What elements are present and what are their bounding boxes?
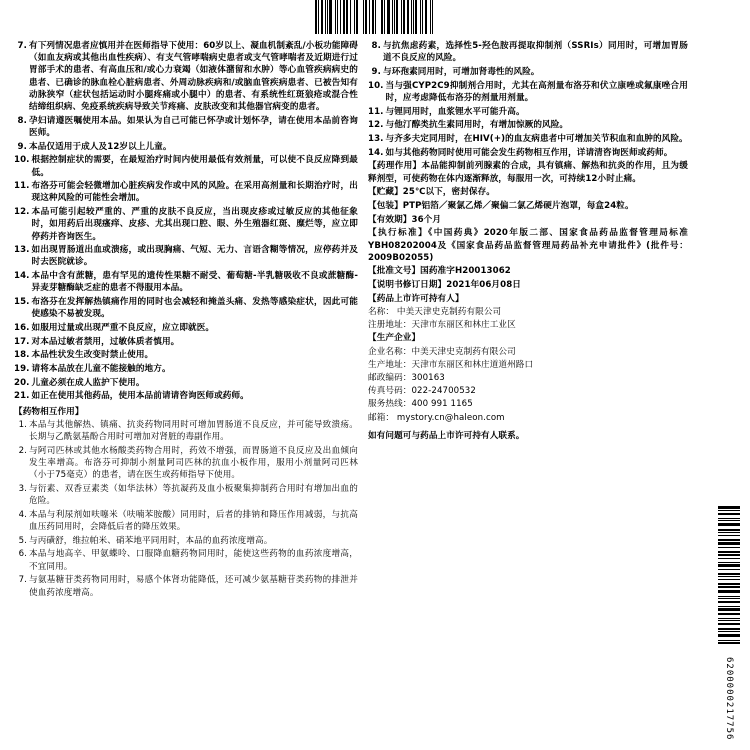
manufacturer-name: 企业名称：中美天津史克制药有限公司 [368,346,516,357]
mah-name: 名称： 中美天津史克制药有限公司 [368,307,502,318]
email-address: 邮箱： mystory.cn@haleon.com [368,412,505,423]
list-item: 6. 本品与地高辛、甲氨蝶呤、口服降血糖药物同用时，能使这些药物的血药浓度增高，不宜同用。 [18,549,358,572]
list-item: 2. 与阿司匹林或其他水杨酸类药物合用时，药效不增强，而胃肠道不良反应及出血倾向发生率增高。布洛芬可抑制小剂量阿司匹林的抗血小板作用，服用小剂量阿司匹林（小于75毫克）的患者，请在医生或药师指导下使用。 [18,445,358,481]
list-item: 10. 根据控制症状的需要，在最短治疗时间内使用最低有效剂量，可以使不良反应降到最低。 [14,155,358,178]
list-item: 7. 与氨基糖苷类药物同用时，易感个体肾功能降低，还可减少氨基糖苷类药物的排泄并使血药浓度增高。 [18,575,358,598]
service-hotline: 服务热线：400 991 1165 [368,399,473,410]
list-item: 5. 与丙磺舒，维拉帕米、硝苯地平同用时，本品的血药浓度增高。 [18,535,273,546]
section-shelf-life [368,214,688,226]
list-item: 20. 儿童必须在成人监护下使用。 [14,377,145,388]
list-item: 11. 与锂同用时，血浆锂水平可能升高。 [368,106,525,117]
section-label: 【有效期】 [368,214,412,225]
list-item: 18. 本品性状发生改变时禁止使用。 [14,350,154,361]
list-item: 19. 请将本品放在儿童不能接触的地方。 [14,364,171,375]
list-item: 16. 如服用过量或出现严重不良反应，应立即就医。 [14,322,215,333]
two-column-body [0,40,750,600]
right-column [368,40,688,600]
section-packaging [368,200,688,212]
section-pharmacology [368,160,688,184]
drug-interaction-title: 【药物相互作用】 [14,406,84,417]
fax-number: 传真号码：022-24700532 [368,386,476,397]
section-label: 【说明书修订日期】 [368,280,447,291]
list-item: 7. 有下列情况患者应慎用并在医师指导下使用：60岁以上、凝血机制紊乱/小板功能障碍（如血友病或其他出血性疾病）、有支气管哮喘病史患者或支气管哮喘者及近期进行过胃部手术的患者、有高血压和/或心力衰竭（如液体潴留和水肿）等心血管疾病病史的患者、已确诊的脉血栓心脏病患者、外周动脉疾病和/或脑血管疾病患者、已被告知有动脉狭窄（症状包括运动时小腿疼痛或小腿中）的患者、有系统性红斑狼疮或混合性结缔组织病、免疫系统疾病导致关节疼痛、皮肤改变和其他器官病变的患者。 [17,41,358,113]
list-item: 21. 如正在使用其他药品，使用本品前请请咨询医师或药师。 [14,391,249,402]
list-item: 8. 孕妇请遵医嘱使用本品。如果认为自己可能已怀孕或计划怀孕，请在使用本品前咨询医师。 [17,115,358,138]
section-storage [368,186,688,198]
section-revision-date [368,279,688,291]
section-label: 【执行标准】 [368,228,428,239]
interaction-list-continued [368,40,688,159]
section-text: 国药准字H20013062 [420,266,511,277]
list-item: 14. 本品中含有蔗糖，患有罕见的遗传性果糖不耐受、葡萄糖-半乳糖吸收不良或蔗糖酶-异麦芽糖酶缺乏症的患者不得服用本品。 [14,271,358,294]
interaction-list [14,419,358,599]
section-text: 25℃以下，密封保存。 [402,187,495,198]
list-item: 11. 布洛芬可能会轻微增加心脏疾病发作或中风的风险。在采用高剂量和长期治疗时，出现这种风险的可能性会增加。 [14,181,358,204]
section-mah-title: 【药品上市许可持有人】 [368,293,464,304]
section-text: 《中国药典》2020年版二部、国家食品药品监督管理局标准YBH08202004及《国家食品药品监督管理局药品补充申请批件》(批件号：2009B02055) [368,228,688,263]
postal-code: 邮政编码：300163 [368,373,445,384]
list-item: 9. 与环孢素同用时，可增加肾毒性的风险。 [371,66,540,77]
list-item: 3. 与衍素、双香豆素类（如华法林）等抗凝药及血小板聚集抑制药合用时有增加出血的危险。 [18,483,358,507]
contact-footnote: 如有问题可与药品上市许可持有人联系。 [368,430,525,441]
list-item: 8. 与抗焦虑药素，选择性5-羟色胺再提取抑制剂（SSRIs）同用时，可增加胃肠道不良反应的风险。 [371,41,688,64]
list-item: 1. 本品与其他解热、镇痛、抗炎药物同用时可增加胃肠道不良反应，并可能导致溃疡。长期与乙酰氨基酚合用时可增加对肾脏的毒副作用。 [18,419,358,443]
list-item: 13. 如出现胃肠道出血或溃疡，或出现胸痛、气短、无力、言语含糊等情况，应停药并及时去医院就诊。 [14,245,358,268]
section-text: 2021年06月08日 [446,280,521,291]
section-manufacturer-title: 【生产企业】 [368,333,421,344]
section-label: 【批准文号】 [368,266,421,277]
barcode-number: 6200000217756 [724,656,734,740]
mah-address: 注册地址：天津市东丽区和林庄工业区 [368,320,516,331]
section-text: 本品能抑制前列腺素的合成，具有镇痛、解热和抗炎的作用，且为缓释剂型，可使药物在体内逐渐释放，每服用一次，可持续12小时止痛。 [368,161,688,184]
precautions-list [14,40,358,403]
section-label: 【贮藏】 [368,187,403,198]
top-barcode [315,0,435,34]
section-approval-number [368,265,688,277]
list-item: 14. 如与其他药物同时使用可能会发生药物相互作用，详请清咨询医师或药师。 [368,147,673,158]
list-item: 13. 与齐多夫定同用时，在HIV(+)的血友病患者中可增加关节积血和血肿的风险。 [368,133,688,144]
section-standard [368,227,688,264]
list-item: 12. 与他汀醇类抗生素同用时，有增加惊厥的风险。 [368,120,569,131]
list-item: 12. 本品可能引起较严重的、严重的皮肤不良反应，当出现皮疹或过敏反应的其他征象时，如用药后出现瘙痒、皮疹、尤其出现口腔、眼、外生殖器红斑、糜烂等，应立即停药并咨询医生。 [14,207,358,242]
list-item: 10. 当与强CYP2C9抑制剂合用时，尤其在高剂量布洛芬和伏立康唑或氟康唑合用时，应考虑降低布洛芬的剂量用剂量。 [368,80,688,103]
side-barcode [712,500,746,740]
manufacturer-address: 生产地址：天津市东丽区和林庄道道州路口 [368,359,534,370]
section-text: PTP铝箔／聚氯乙烯／聚偏二氯乙烯硬片泡罩，每盒24粒。 [402,200,634,211]
section-label: 【药理作用】 [368,161,422,172]
section-label: 【包装】 [368,200,403,211]
left-column [14,40,358,600]
list-item: 15. 布洛芬在发挥解热镇痛作用的同时也会减轻和掩盖头痛、发热等感染症状，因此可能使感染不易被发现。 [14,297,358,320]
section-text: 36个月 [411,214,442,225]
list-item: 9. 本品仅适用于成人及12岁以上儿童。 [17,141,172,152]
list-item: 4. 本品与利尿剂如呋噻米（呋喃苯胺酸）同用时，后者的排钠和降压作用减弱，与抗高血压药同用时，会降低后者的降压效果。 [18,509,358,533]
list-item: 17. 对本品过敏者禁用，过敏体质者慎用。 [14,336,180,347]
